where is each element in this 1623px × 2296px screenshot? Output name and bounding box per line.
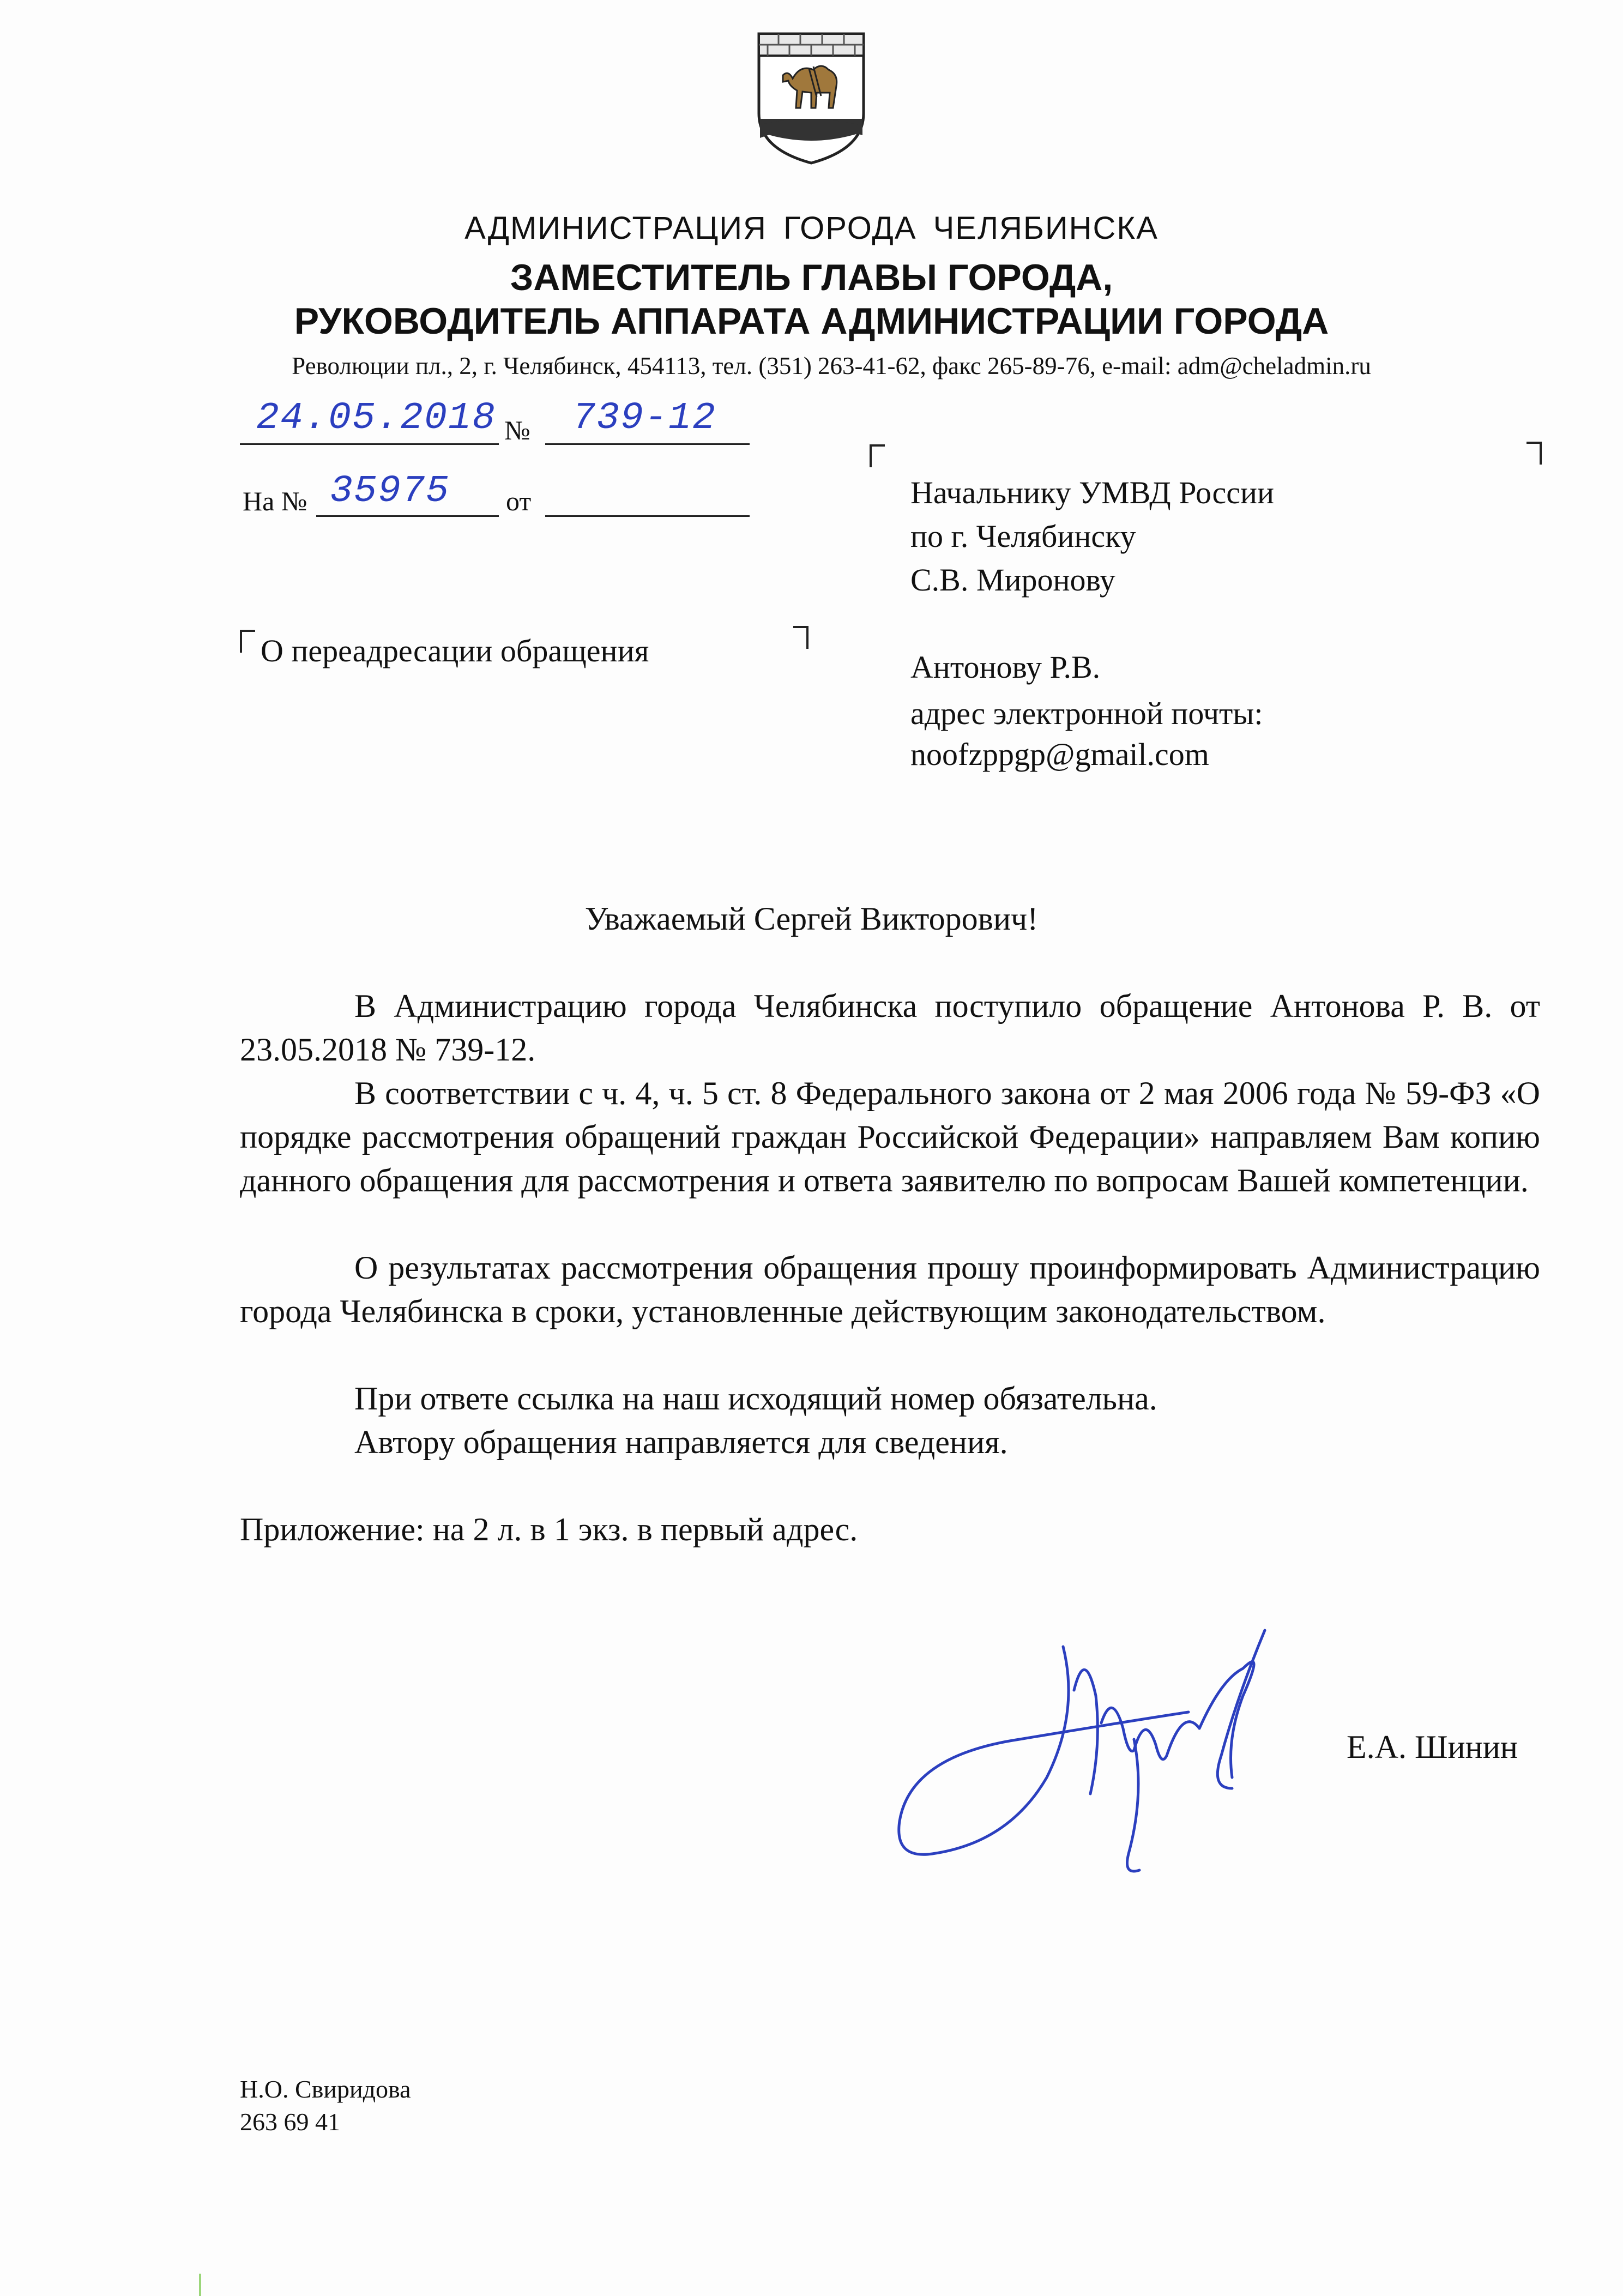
number-label: № [504, 415, 530, 445]
number-underline [545, 443, 750, 445]
body-paragraph-4: При ответе ссылка на наш исходящий номер обязательна. [354, 1381, 1157, 1417]
attachment-note: Приложение: на 2 л. в 1 экз. в первый адрес. [240, 1511, 858, 1547]
reply-number-label: На № [243, 486, 307, 516]
body-paragraph-1: В Администрацию города Челябинска поступило обращение Антонова Р. В. от 23.05.2018 № 739-12. [240, 988, 1540, 1068]
handwritten-reply-number: 35975 [330, 470, 450, 513]
addressee-corner-right [1527, 442, 1542, 465]
signatory-name: Е.А. Шинин [1347, 1729, 1518, 1765]
executor-phone: 263 69 41 [240, 2108, 340, 2136]
handwritten-date: 24.05.2018 [256, 397, 497, 440]
from-label: от [506, 486, 532, 516]
organization-name: АДМИНИСТРАЦИЯ ГОРОДА ЧЕЛЯБИНСКА [464, 210, 1159, 246]
addressee-email: noofzppgp@gmail.com [910, 737, 1209, 772]
addressee-line1: Начальнику УМВД России [910, 475, 1275, 510]
body-paragraph-2: В соответствии с ч. 4, ч. 5 ст. 8 Федерального закона от 2 мая 2006 года № 59-ФЗ «О порядке рассмотрения обращений граждан Российской Федерации» направляем Вам копию данного обращения для рассмотрения и ответа заявителю по вопросам Вашей компетенции. [240, 1075, 1540, 1198]
subject-line: О переадресации обращения [261, 633, 649, 668]
coat-of-arms-icon [757, 32, 866, 165]
signature-icon [883, 1614, 1319, 1887]
date-underline [240, 443, 499, 445]
subject-corner-right [793, 626, 809, 649]
reply-number-underline [316, 515, 499, 517]
position-title-line1: ЗАМЕСТИТЕЛЬ ГЛАВЫ ГОРОДА, [510, 257, 1113, 298]
body-paragraph-3: О результатах рассмотрения обращения прошу проинформировать Администрацию города Челябинска в сроки, установленные действующим законодательством. [240, 1250, 1540, 1329]
addressee-line3: С.В. Миронову [910, 562, 1115, 598]
handwritten-number: 739-12 [572, 397, 717, 440]
from-date-underline [545, 515, 750, 517]
body-paragraph-5: Автору обращения направляется для сведения. [354, 1424, 1008, 1460]
addressee-line2: по г. Челябинску [910, 519, 1136, 554]
subject-corner-left [240, 630, 255, 653]
position-title-line2: РУКОВОДИТЕЛЬ АППАРАТА АДМИНИСТРАЦИИ ГОРОДА [294, 300, 1329, 342]
margin-mark [199, 2274, 201, 2296]
addressee-line5: адрес электронной почты: [910, 696, 1263, 731]
addressee-line4: Антонову Р.В. [910, 649, 1101, 685]
header-contacts: Революции пл., 2, г. Челябинск, 454113, тел. (351) 263-41-62, факс 265-89-76, e-mail: adm@cheladmin.ru [292, 352, 1371, 379]
greeting: Уважаемый Сергей Викторович! [584, 901, 1039, 937]
executor-name: Н.О. Свиридова [240, 2075, 411, 2103]
addressee-corner-left [870, 444, 885, 467]
